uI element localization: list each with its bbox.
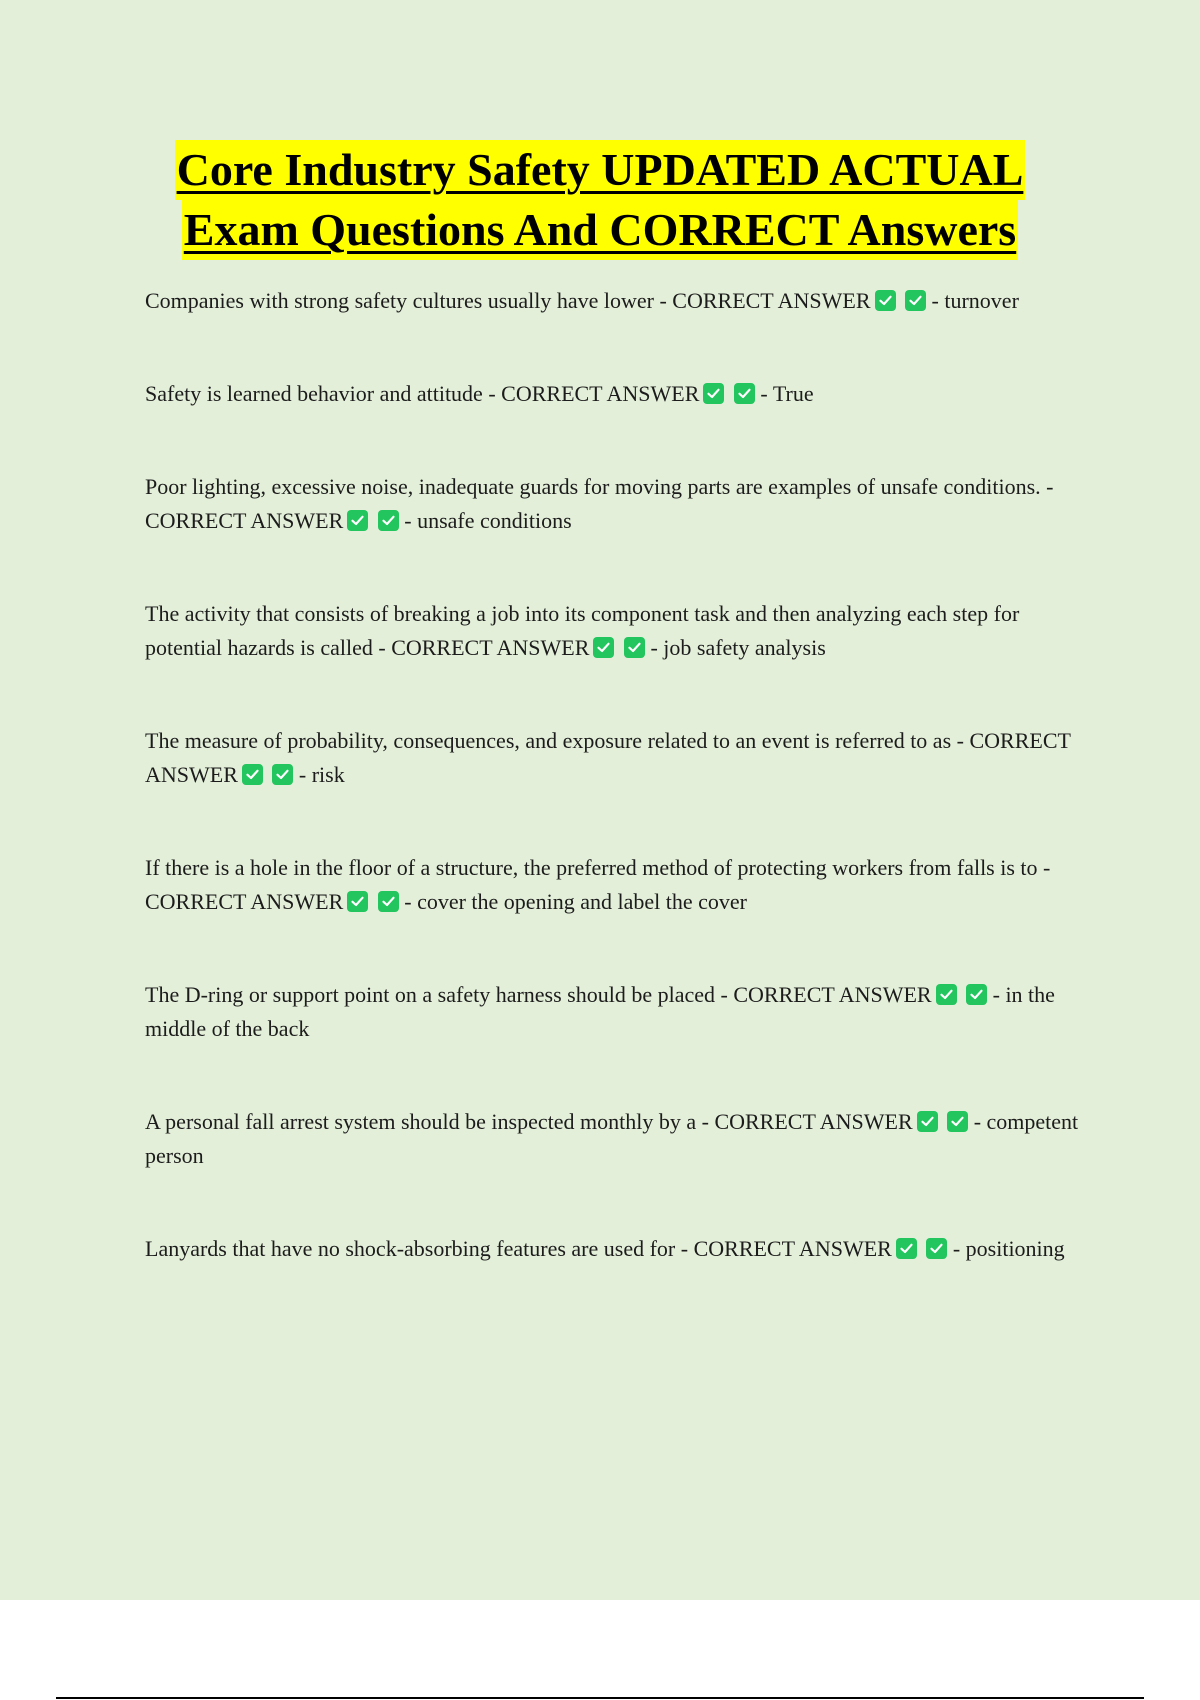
check-mark-icon bbox=[624, 637, 645, 658]
footer-divider bbox=[56, 1697, 1144, 1699]
qa-item: The activity that consists of breaking a job into its component task and then analyzing each step for potential hazards is called - CORRECT ANSWER - job safety analysis bbox=[145, 601, 1020, 660]
qa-item: Safety is learned behavior and attitude - CORRECT ANSWER - True bbox=[145, 381, 814, 406]
question-text: A personal fall arrest system should be inspected monthly by a bbox=[145, 1109, 697, 1134]
qa-item: Lanyards that have no shock-absorbing features are used for - CORRECT ANSWER - positioning bbox=[145, 1236, 1065, 1261]
question-text: Companies with strong safety cultures usually have lower bbox=[145, 288, 654, 313]
answer-text: cover the opening and label the cover bbox=[417, 889, 747, 914]
qa-item: The D-ring or support point on a safety harness should be placed - CORRECT ANSWER - in the middle of the back bbox=[145, 982, 1055, 1041]
check-mark-icon bbox=[917, 1111, 938, 1132]
correct-answer-label: CORRECT ANSWER bbox=[501, 381, 700, 406]
qa-item: Poor lighting, excessive noise, inadequate guards for moving parts are examples of unsafe conditions. - CORRECT ANSWER - unsafe conditions bbox=[145, 474, 1054, 533]
check-mark-icon bbox=[378, 510, 399, 531]
correct-answer-label: CORRECT ANSWER bbox=[733, 982, 932, 1007]
check-mark-icon bbox=[905, 290, 926, 311]
check-mark-icon bbox=[347, 510, 368, 531]
document-title bbox=[0, 140, 1200, 260]
check-mark-icon bbox=[734, 383, 755, 404]
answer-text: job safety analysis bbox=[663, 635, 826, 660]
correct-answer-label: CORRECT ANSWER bbox=[693, 1236, 892, 1261]
check-mark-icon bbox=[936, 984, 957, 1005]
correct-answer-label: CORRECT ANSWER bbox=[145, 508, 344, 533]
check-mark-icon bbox=[347, 891, 368, 912]
check-mark-icon bbox=[703, 383, 724, 404]
question-text: Lanyards that have no shock-absorbing features are used for bbox=[145, 1236, 676, 1261]
correct-answer-label: CORRECT ANSWER bbox=[714, 1109, 913, 1134]
qa-item: If there is a hole in the floor of a structure, the preferred method of protecting workers from falls is to - CORRECT ANSWER - cover the opening and label the cover bbox=[145, 855, 1051, 914]
question-text: Safety is learned behavior and attitude bbox=[145, 381, 483, 406]
check-mark-icon bbox=[966, 984, 987, 1005]
question-text: Poor lighting, excessive noise, inadequate guards for moving parts are examples of unsafe conditions. bbox=[145, 474, 1041, 499]
answer-text: risk bbox=[311, 762, 345, 787]
answer-text: competent person bbox=[145, 1109, 1079, 1168]
qa-item: The measure of probability, consequences, and exposure related to an event is referred to as - CORRECT ANSWER - risk bbox=[145, 728, 1071, 787]
title-line-1: Core Industry Safety UPDATED ACTUAL bbox=[175, 140, 1026, 200]
check-mark-icon bbox=[378, 891, 399, 912]
check-mark-icon bbox=[593, 637, 614, 658]
question-answer-list bbox=[145, 284, 1095, 1325]
question-text: The measure of probability, consequences, and exposure related to an event is referred to as bbox=[145, 728, 952, 753]
check-mark-icon bbox=[947, 1111, 968, 1132]
answer-text: unsafe conditions bbox=[417, 508, 572, 533]
answer-text: turnover bbox=[944, 288, 1019, 313]
correct-answer-label: CORRECT ANSWER bbox=[145, 889, 344, 914]
check-mark-icon bbox=[896, 1238, 917, 1259]
answer-text: True bbox=[772, 381, 814, 406]
question-text: If there is a hole in the floor of a structure, the preferred method of protecting workers from falls is to bbox=[145, 855, 1038, 880]
check-mark-icon bbox=[272, 764, 293, 785]
answer-text: in the middle of the back bbox=[145, 982, 1055, 1041]
qa-item: A personal fall arrest system should be inspected monthly by a - CORRECT ANSWER - competent person bbox=[145, 1109, 1079, 1168]
correct-answer-label: CORRECT ANSWER bbox=[672, 288, 871, 313]
title-line-2: Exam Questions And CORRECT Answers bbox=[182, 200, 1018, 260]
check-mark-icon bbox=[242, 764, 263, 785]
answer-text: positioning bbox=[965, 1236, 1065, 1261]
qa-item: Companies with strong safety cultures usually have lower - CORRECT ANSWER - turnover bbox=[145, 288, 1019, 313]
check-mark-icon bbox=[926, 1238, 947, 1259]
correct-answer-label: CORRECT ANSWER bbox=[391, 635, 590, 660]
question-text: The D-ring or support point on a safety harness should be placed bbox=[145, 982, 716, 1007]
question-text: The activity that consists of breaking a job into its component task and then analyzing each step for potential hazards is called bbox=[145, 601, 1020, 660]
correct-answer-label: CORRECT ANSWER bbox=[145, 728, 1071, 787]
check-mark-icon bbox=[875, 290, 896, 311]
